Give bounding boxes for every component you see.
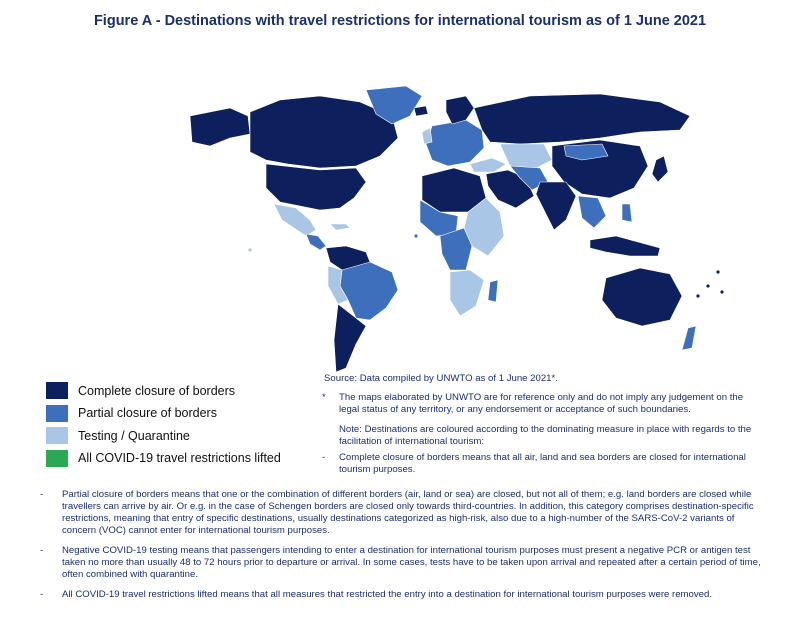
source-note: Source: Data compiled by UNWTO as of 1 June 2021*. [324,373,558,384]
region-indonesia [590,236,660,256]
legend-item-testing [46,425,281,446]
region-usa [266,164,366,210]
legend-label-complete: Complete closure of borders [78,383,236,398]
note-mark: - [40,589,44,600]
region-se-asia [578,196,606,228]
region-new-zealand [682,326,696,350]
region-uk [422,128,432,144]
region-russia [474,94,690,144]
partial-closure-note [40,489,762,537]
notes-right [322,388,762,476]
note-mark: - [322,452,326,463]
region-turkey [470,158,506,172]
legend-swatch-lifted [46,450,68,467]
legend-swatch-testing [46,427,68,444]
note-mark: - [40,545,44,556]
note-mark: * [322,392,326,403]
lifted-note [40,589,762,601]
notes-bottom [40,489,762,601]
region-caribbean [330,224,350,230]
legend-label-partial: Partial closure of borders [78,406,217,420]
legend-item-partial [46,403,281,424]
region-iceland [414,106,428,116]
region-central-america [306,234,326,250]
legend [46,380,281,470]
region-scandinavia [446,96,474,124]
colouring-note: Note: Destinations are coloured according to the dominating measure in place with regards to the facilitation of international tourism: [339,424,752,447]
lifted-text: All COVID-19 travel restrictions lifted means that all measures that restricted the entry into a destination for international tourism purposes were removed. [62,589,713,600]
region-philippines [622,204,632,222]
legend-item-lifted [46,448,281,469]
region-mexico [274,204,316,236]
complete-closure-text: Complete closure of borders means that all air, land and sea borders are closed for international tourism purposes. [339,452,746,475]
region-brazil [340,262,398,320]
region-alaska [190,108,250,146]
testing-note [40,545,762,581]
disclaimer-note [322,392,762,416]
region-europe [426,120,484,166]
region-southern-africa [450,270,484,316]
legend-label-testing: Testing / Quarantine [78,428,190,443]
partial-closure-text: Partial closure of borders means that one or the combination of different borders (air, land or sea) are closed, but not all of them; e.g. land borders are closed while travellers can arrive by air. Or e.g. in the case of Schengen borders are closed only towards third-countries. In addition, this category comprises destination-specific restrictions, meaning that entry of specific destinations, usually destinations categorized as high-risk, also due to a high-number of the SARS-CoV-2 variants of concern (VOC) cannot enter for international tourism purposes. [62,489,754,536]
region-madagascar [488,280,498,302]
complete-closure-note [322,452,762,476]
region-australia [602,268,682,326]
region-central-asia [500,144,552,168]
note-mark: - [40,489,44,500]
legend-label-lifted: All COVID-19 travel restrictions lifted [78,451,281,465]
disclaimer-text: The maps elaborated by UNWTO are for reference only and do not imply any judgement on the legal status of any territory, or any endorsement or acceptance of such boundaries. [339,392,744,415]
legend-swatch-partial [46,405,68,422]
region-japan [652,156,668,182]
legend-item-complete [46,380,281,401]
legend-swatch-complete [46,382,68,399]
region-india [536,182,576,230]
figure-title: Figure A - Destinations with travel restrictions for international tourism as of 1 June 2021 [93,13,707,29]
world-map [170,86,730,376]
testing-text: Negative COVID-19 testing means that passengers intending to enter a destination for international tourism purposes must present a negative PCR or antigen test taken no more than usually 48 to 72 hours prior to departure or arrival. In some cases, tests have to be taken upon arrival and repeated after a certain period of time, often combined with quarantine. [62,545,761,580]
